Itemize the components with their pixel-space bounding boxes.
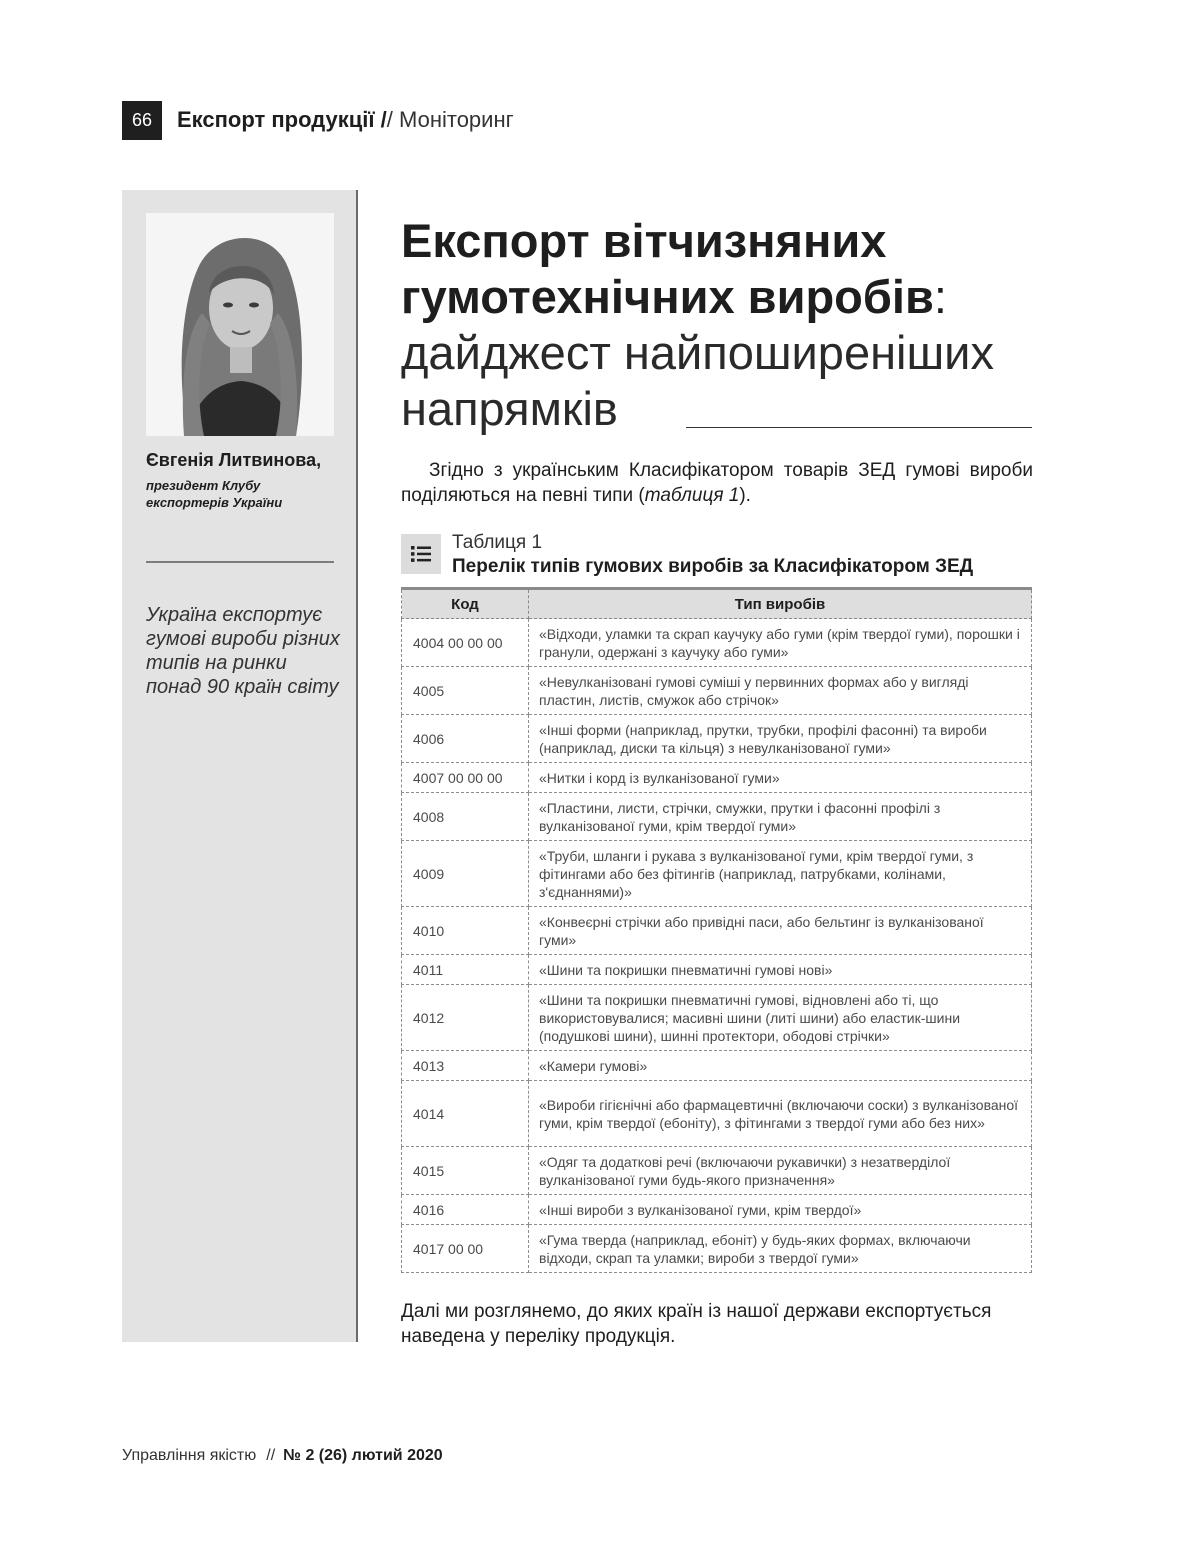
table-row: [402, 793, 1032, 841]
code-cell: 4009: [402, 841, 529, 907]
table-title: Перелік типів гумових виробів за Класифікатором ЗЕД: [452, 556, 974, 577]
code-cell: 4016: [402, 1195, 529, 1225]
type-cell: «Нитки і корд із вулканізованої гуми»: [529, 763, 1032, 793]
table-row: [402, 841, 1032, 907]
type-cell: «Вироби гігієнічні або фармацевтичні (включаючи соски) з вулканізованої гуми, крім твердої (ебоніту), з фітингами з твердої гуми або без них»: [529, 1081, 1032, 1147]
code-cell: 4017 00 00: [402, 1225, 529, 1273]
table-row: [402, 715, 1032, 763]
intro-end: ).: [739, 485, 751, 506]
type-cell: «Пластини, листи, стрічки, смужки, прутки і фасонні профілі з вулканізованої гуми, крім твердої гуми»: [529, 793, 1032, 841]
conclusion-paragraph: Далі ми розглянемо, до яких країн із нашої держави експортується наведена у переліку продукція.: [401, 1301, 992, 1347]
title-line-3: дайджест найпоширеніших: [401, 326, 994, 379]
page-number: 66: [122, 101, 162, 140]
type-cell: «Інші форми (наприклад, прутки, трубки, профілі фасонні) та вироби (наприклад, диски та кільця) з невулканізованої гуми»: [529, 715, 1032, 763]
table-row: [402, 985, 1032, 1051]
type-cell: «Невулканізовані гумові суміші у первинних формах або у вигляді пластин, листів, смужок або стрічок»: [529, 667, 1032, 715]
intro-paragraph: [401, 458, 1033, 508]
publication-name: Управління якістю: [122, 1447, 257, 1464]
type-cell: «Камери гумові»: [529, 1051, 1032, 1081]
intro-text: Згідно з українським Класифікатором товарів ЗЕД гумові вироби поділяються на певні типи (: [401, 460, 1033, 506]
title-colon: :: [933, 270, 947, 323]
table-label: Таблиця 1: [452, 532, 543, 553]
intro-table-ref: таблиця 1: [644, 485, 740, 506]
page-footer: [122, 1447, 443, 1465]
column-header-code: Код: [402, 589, 529, 619]
title-line-2: гумотехнічних виробів: [401, 270, 934, 323]
subsection-name: / Моніторинг: [386, 107, 514, 132]
code-cell: 4005: [402, 667, 529, 715]
type-cell: «Труби, шланги і рукава з вулканізованої гуми, крім твердої гуми, з фітингами або без фітингів (наприклад, патрубками, колінами, з'єднаннями)»: [529, 841, 1032, 907]
table-body: [402, 619, 1032, 1273]
table-row: [402, 667, 1032, 715]
code-cell: 4014: [402, 1081, 529, 1147]
table-row: [402, 763, 1032, 793]
footer-separator: //: [266, 1447, 276, 1464]
table-row: [402, 1195, 1032, 1225]
type-cell: «Шини та покришки пневматичні гумові нові»: [529, 955, 1032, 985]
code-cell: 4006: [402, 715, 529, 763]
code-cell: 4015: [402, 1147, 529, 1195]
list-icon: [401, 534, 441, 574]
table-row: [402, 1147, 1032, 1195]
article-title: [401, 213, 1041, 437]
table-row: [402, 907, 1032, 955]
table-row: [402, 1081, 1032, 1147]
table-row: [402, 1225, 1032, 1273]
author-photo: [146, 213, 334, 436]
type-cell: «Шини та покришки пневматичні гумові, відновлені або ті, що використовувалися; масивні шини (литі шини) або еластик-шини (подушкові шини), шинні протектори, ободові стрічки»: [529, 985, 1032, 1051]
table-row: [402, 1051, 1032, 1081]
code-cell: 4012: [402, 985, 529, 1051]
type-cell: «Гума тверда (наприклад, ебоніт) у будь-яких формах, включаючи відходи, скрап та уламки; вироби з твердої гуми»: [529, 1225, 1032, 1273]
title-line-1: Експорт вітчизняних: [401, 214, 887, 267]
code-cell: 4010: [402, 907, 529, 955]
type-cell: «Інші вироби з вулканізованої гуми, крім твердої»: [529, 1195, 1032, 1225]
type-cell: «Одяг та додаткові речі (включаючи рукавички) з незатверділої вулканізованої гуми будь-якого призначення»: [529, 1147, 1032, 1195]
code-cell: 4013: [402, 1051, 529, 1081]
table-row: [402, 955, 1032, 985]
section-name: Експорт продукції /: [177, 107, 387, 132]
sidebar-divider: [146, 561, 334, 563]
author-name: Євгенія Литвинова,: [146, 450, 322, 470]
title-line-4: напрямків: [401, 382, 618, 435]
issue-info: № 2 (26) лютий 2020: [283, 1447, 443, 1464]
table-header-row: [402, 589, 1032, 619]
type-cell: «Відходи, уламки та скрап каучуку або гуми (крім твердої гуми), порошки і гранули, одержані з каучуку або гуми»: [529, 619, 1032, 667]
code-cell: 4011: [402, 955, 529, 985]
section-header: [177, 106, 514, 134]
type-cell: «Конвеєрні стрічки або привідні паси, або бельтинг із вулканізованої гуми»: [529, 907, 1032, 955]
title-underline: [686, 427, 1032, 428]
code-cell: 4008: [402, 793, 529, 841]
author-role: президент Клубу експортерів України: [146, 478, 283, 510]
column-header-type: Тип виробів: [529, 589, 1032, 619]
code-cell: 4004 00 00 00: [402, 619, 529, 667]
code-cell: 4007 00 00 00: [402, 763, 529, 793]
table-row: [402, 619, 1032, 667]
pull-quote: Україна експортує гумові вироби різних типів на ринки понад 90 країн світу: [146, 604, 340, 698]
author-sidebar: [122, 190, 358, 1342]
product-types-table: [401, 587, 1032, 1273]
